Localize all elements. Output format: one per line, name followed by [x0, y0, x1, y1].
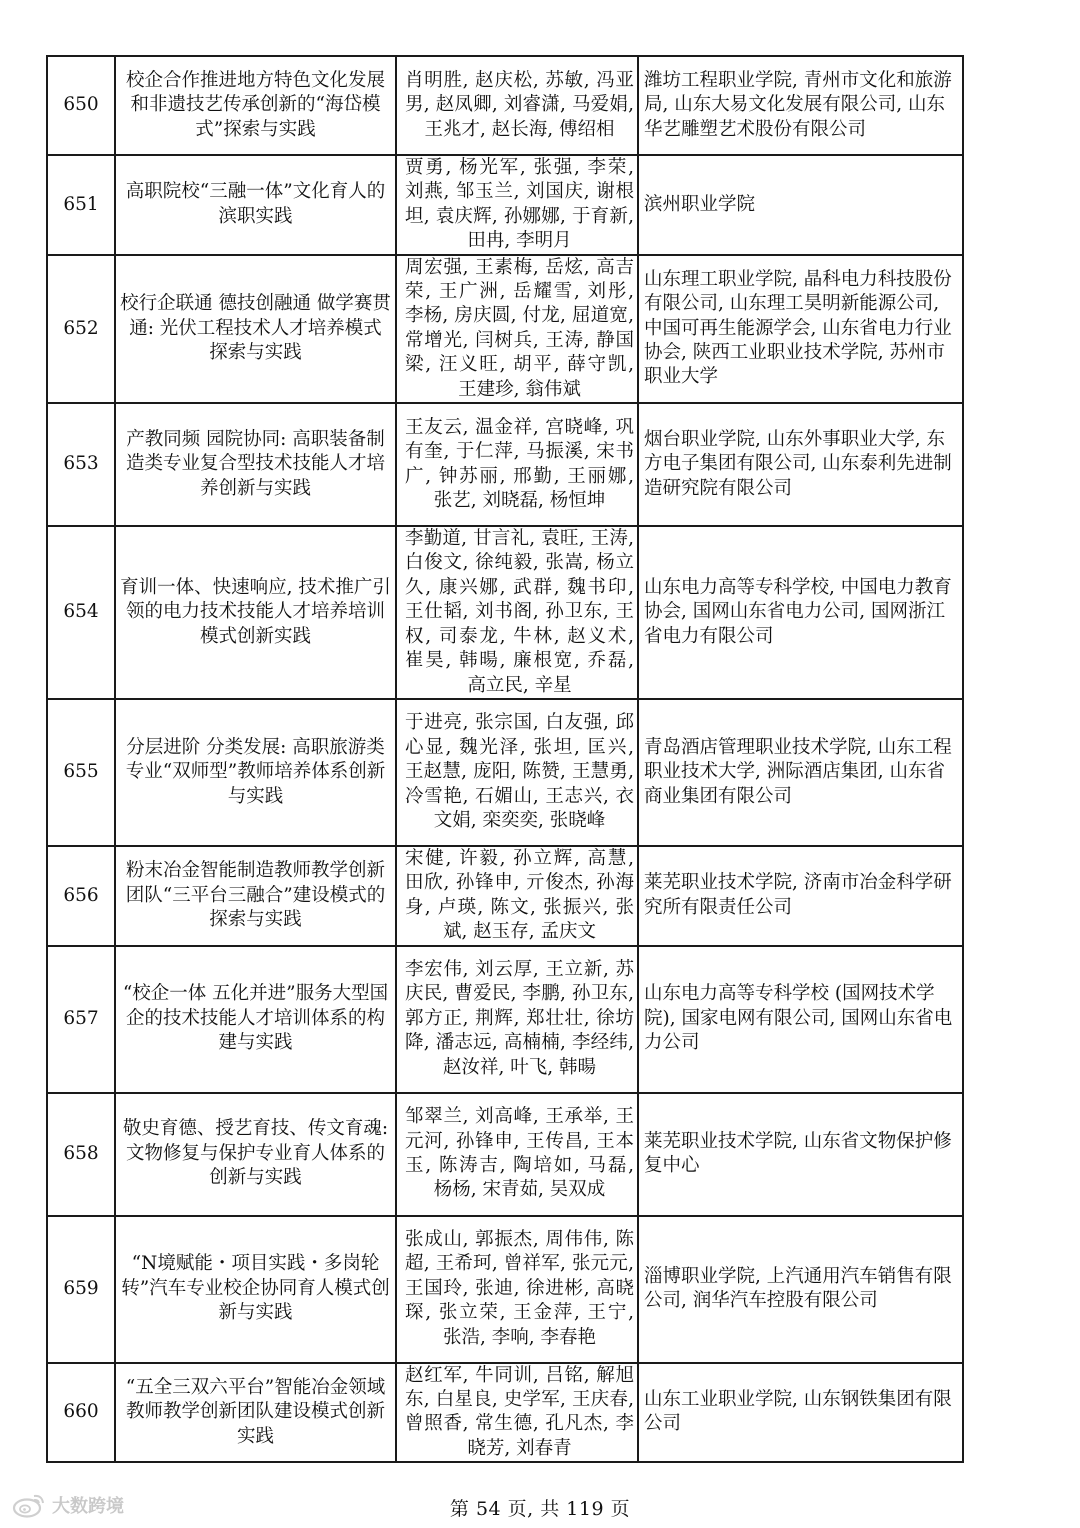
organizations-cell [638, 526, 963, 699]
project-title-cell [115, 526, 396, 699]
organizations-cell [638, 155, 963, 255]
record-number: 652 [63, 317, 99, 339]
organizations: 青岛酒店管理职业技术学院, 山东工程职业技术大学, 洲际酒店集团, 山东省商业集团有限公司 [644, 736, 952, 807]
record-number-cell [47, 155, 115, 255]
team-members: 宋健, 许毅, 孙立辉, 高慧, 田欣, 孙锋申, 亓俊杰, 孙海身, 卢瑛, 陈文, 张振兴, 张斌, 赵玉存, 孟庆文 [405, 847, 634, 943]
team-members-cell [396, 155, 638, 255]
project-title: 分层进阶 分类发展: 高职旅游类专业“双师型”教师培养体系创新与实践 [125, 736, 386, 807]
table-row [47, 155, 963, 255]
project-title: 育训一体、快速响应, 技术推广引领的电力技术技能人才培养培训模式创新实践 [120, 576, 391, 647]
organizations: 潍坊工程职业学院, 青州市文化和旅游局, 山东大易文化发展有限公司, 山东华艺雕塑艺术股份有限公司 [644, 69, 952, 140]
team-members: 贾勇, 杨光军, 张强, 李荣, 刘燕, 邹玉兰, 刘国庆, 谢根坦, 袁庆辉, 孙娜娜, 于育新, 田冉, 李明月 [405, 157, 634, 252]
team-members: 赵红军, 牛同训, 吕铭, 解旭东, 白星良, 史学军, 王庆春, 曾照香, 常生德, 孔凡杰, 李晓芳, 刘春青 [405, 1364, 634, 1459]
table-row [47, 846, 963, 946]
organizations-cell [638, 946, 963, 1093]
project-title-cell [115, 255, 396, 403]
record-number: 659 [63, 1277, 99, 1299]
team-members-cell [396, 255, 638, 403]
project-title: 敬史育德、授艺育技、传文育魂: 文物修复与保护专业育人体系的创新与实践 [122, 1118, 389, 1189]
page-number: 第 54 页, 共 119 页 [449, 1498, 631, 1520]
table-row [47, 946, 963, 1093]
awards-table [46, 55, 964, 1463]
team-members-cell [396, 56, 638, 155]
record-number: 653 [63, 453, 99, 475]
team-members-cell [396, 699, 638, 846]
organizations-cell [638, 1363, 963, 1463]
team-members-cell [396, 946, 638, 1093]
record-number-cell [47, 1363, 115, 1463]
organizations: 山东电力高等专科学校, 中国电力教育协会, 国网山东省电力公司, 国网浙江省电力有限公司 [644, 576, 952, 647]
table-row [47, 526, 963, 699]
team-members-cell [396, 526, 638, 699]
organizations-cell [638, 56, 963, 155]
team-members: 李勤道, 甘言礼, 袁旺, 王涛, 白俊文, 徐纯毅, 张嵩, 杨立久, 康兴娜, 武群, 魏书印, 王仕韬, 刘书阁, 孙卫东, 王权, 司泰龙, 牛林, 赵义术, 崔昊, 韩暘, 廉根宽, 乔磊, 高立民, 辛星 [405, 528, 634, 696]
team-members-cell [396, 1363, 638, 1463]
project-title-cell [115, 1093, 396, 1216]
record-number-cell [47, 56, 115, 155]
team-members-cell [396, 1216, 638, 1363]
project-title-cell [115, 155, 396, 255]
project-title: 校行企联通 德技创融通 做学赛贯通: 光伏工程技术人才培养模式探索与实践 [120, 293, 391, 364]
project-title-cell [115, 699, 396, 846]
record-number: 651 [63, 193, 99, 215]
record-number-cell [47, 1216, 115, 1363]
record-number-cell [47, 699, 115, 846]
team-members-cell [396, 846, 638, 946]
record-number-cell [47, 946, 115, 1093]
organizations-cell [638, 1216, 963, 1363]
project-title-cell [115, 846, 396, 946]
record-number-cell [47, 255, 115, 403]
record-number-cell [47, 526, 115, 699]
table-row [47, 1093, 963, 1216]
project-title-cell [115, 403, 396, 526]
organizations: 山东工业职业学院, 山东钢铁集团有限公司 [644, 1388, 952, 1435]
team-members: 王友云, 温金祥, 宫晓峰, 巩有奎, 于仁萍, 马振溪, 宋书广, 钟苏丽, 邢勤, 王丽娜, 张艺, 刘晓磊, 杨恒坤 [405, 416, 634, 511]
record-number: 657 [63, 1007, 99, 1029]
project-title-cell [115, 1216, 396, 1363]
team-members: 于进亮, 张宗国, 白友强, 邱心显, 魏光泽, 张坦, 匡兴, 王赵慧, 庞阳, 陈赞, 王慧勇, 冷雪艳, 石媚山, 王志兴, 衣文娟, 栾奕奕, 张晓峰 [405, 712, 634, 832]
project-title: “五全三双六平台”智能冶金领域教师教学创新团队建设模式创新实践 [125, 1376, 386, 1447]
team-members: 邹翠兰, 刘高峰, 王承举, 王元河, 孙锋申, 王传昌, 王本玉, 陈涛吉, 陶培如, 马磊, 杨杨, 宋青茹, 吴双成 [405, 1106, 634, 1201]
project-title: 校企合作推进地方特色文化发展和非遗技艺传承创新的“海岱模式”探索与实践 [125, 69, 385, 140]
organizations: 滨州职业学院 [644, 193, 756, 215]
table-row [47, 1216, 963, 1363]
organizations: 烟台职业学院, 山东外事职业大学, 东方电子集团有限公司, 山东泰利先进制造研究院有限公司 [644, 428, 952, 499]
organizations: 山东电力高等专科学校 (国网技术学院), 国家电网有限公司, 国网山东省电力公司 [644, 983, 953, 1054]
project-title: 高职院校“三融一体”文化育人的滨职实践 [125, 181, 386, 227]
organizations: 莱芜职业技术学院, 山东省文物保护修复中心 [644, 1130, 952, 1177]
organizations-cell [638, 846, 963, 946]
organizations-cell [638, 699, 963, 846]
organizations-cell [638, 403, 963, 526]
table-row [47, 1363, 963, 1463]
project-title: “校企一体 五化并进”服务大型国企的技术技能人才培训体系的构建与实践 [122, 983, 389, 1054]
project-title: 产教同频 园院协同: 高职装备制造类专业复合型技术技能人才培养创新与实践 [125, 428, 385, 499]
project-title: 粉末冶金智能制造教师教学创新团队“三平台三融合”建设模式的探索与实践 [125, 860, 386, 930]
table-row [47, 255, 963, 403]
team-members: 肖明胜, 赵庆松, 苏敏, 冯亚男, 赵凤卿, 刘睿潇, 马爱娟, 王兆才, 赵长海, 傅绍相 [405, 69, 634, 140]
record-number-cell [47, 403, 115, 526]
watermark-text: 大数跨境 [52, 1496, 124, 1517]
table-body [47, 56, 963, 1462]
team-members: 李宏伟, 刘云厚, 王立新, 苏庆民, 曹爱民, 李鹏, 孙卫东, 郭方正, 荆辉, 郑壮壮, 徐坊降, 潘志远, 高楠楠, 李经纬, 赵汝祥, 叶飞, 韩暘 [405, 959, 634, 1078]
record-number: 660 [63, 1401, 99, 1423]
project-title: “N境赋能・项目实践・多岗轮转”汽车专业校企协同育人模式创新与实践 [121, 1253, 390, 1324]
record-number: 656 [63, 884, 99, 906]
record-number-cell [47, 846, 115, 946]
record-number: 655 [63, 761, 99, 783]
table-row [47, 403, 963, 526]
organizations-cell [638, 1093, 963, 1216]
team-members-cell [396, 1093, 638, 1216]
awards-table-container [46, 55, 964, 1463]
organizations-cell [638, 255, 963, 403]
team-members: 张成山, 郭振杰, 周伟伟, 陈超, 王希珂, 曾祥军, 张元元, 王国玲, 张迪, 徐进彬, 高晓琛, 张立荣, 王金萍, 王宁, 张浩, 李响, 李春艳 [405, 1229, 634, 1348]
record-number: 658 [63, 1142, 99, 1164]
record-number-cell [47, 1093, 115, 1216]
record-number: 650 [63, 94, 99, 116]
project-title-cell [115, 1363, 396, 1463]
organizations: 莱芜职业技术学院, 济南市冶金科学研究所有限责任公司 [644, 872, 952, 918]
table-row [47, 56, 963, 155]
team-members: 周宏强, 王素梅, 岳炫, 高吉荣, 王广洲, 岳耀雪, 刘彤, 李杨, 房庆圆, 付龙, 屈道宽, 常增光, 闫树兵, 王涛, 静国梁, 汪义旺, 胡平, 薛守凯, 王建珍, 翁伟斌 [405, 256, 634, 400]
team-members-cell [396, 403, 638, 526]
project-title-cell [115, 946, 396, 1093]
organizations: 山东理工职业学院, 晶科电力科技股份有限公司, 山东理工昊明新能源公司, 中国可再生能源学会, 山东省电力行业协会, 陕西工业职业技术学院, 苏州市职业大学 [644, 268, 952, 388]
project-title-cell [115, 56, 396, 155]
table-row [47, 699, 963, 846]
record-number: 654 [63, 601, 99, 623]
organizations: 淄博职业学院, 上汽通用汽车销售有限公司, 润华汽车控股有限公司 [644, 1265, 952, 1312]
